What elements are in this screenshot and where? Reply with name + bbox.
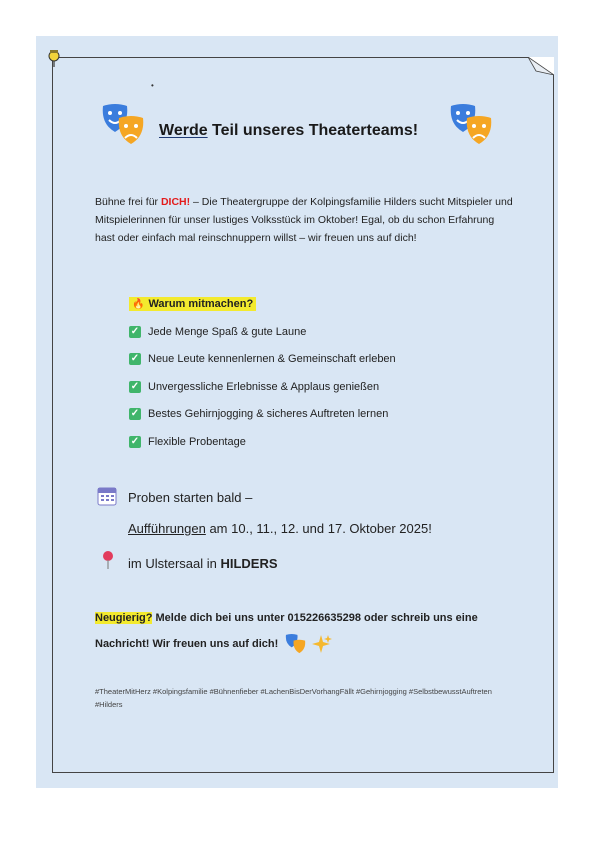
performance-dates: Aufführungen am 10., 11., 12. und 17. Oktober 2025! — [128, 521, 432, 536]
page-title: Werde Teil unseres Theaterteams! — [159, 122, 419, 139]
list-item: ✓ Flexible Probentage — [130, 435, 246, 448]
check-icon: ✓ — [130, 353, 140, 365]
check-icon: ✓ — [130, 435, 140, 447]
list-item: ✓ Unvergessliche Erlebnisse & Applaus genießen — [130, 380, 380, 393]
theater-masks-icon — [101, 102, 147, 148]
check-icon: ✓ — [130, 325, 140, 337]
list-item: ✓ Bestes Gehirnjogging & sicheres Auftreten lernen — [130, 408, 389, 421]
theater-masks-icon — [285, 633, 307, 655]
theater-masks-icon — [449, 102, 495, 148]
fire-icon: 🔥 — [132, 299, 145, 310]
rehearsal-text: Proben starten bald – — [128, 490, 253, 505]
stray-mark: • — [151, 81, 154, 90]
location-pin-icon — [101, 550, 115, 570]
list-heading-row — [129, 294, 396, 318]
check-icon: ✓ — [130, 380, 140, 392]
pushpin-icon — [45, 48, 63, 68]
benefits-list — [129, 294, 396, 456]
header — [101, 98, 501, 148]
page-curl-icon — [528, 57, 554, 75]
hashtags: #TheaterMitHerz #Kolpingsfamilie #Bühnenfieber #LachenBisDerVorhangFällt #Gehirnjogging #SelbstbewusstAuftreten #Hilders — [95, 687, 492, 709]
intro-paragraph: Bühne frei für DICH! – Die Theatergruppe der Kolpingsfamilie Hilders sucht Mitspieler und Mitspielerinnen für unser lustiges Volksstück im Oktober! Egal, ob du schon Erfahrung hast oder einfach mal reinschnuppern willst – wir freuen uns auf dich! — [95, 196, 513, 244]
calendar-icon — [97, 486, 117, 506]
sparkles-icon — [312, 634, 332, 654]
location-text: im Ulstersaal in HILDERS — [128, 556, 278, 571]
list-item: ✓ Neue Leute kennenlernen & Gemeinschaft erleben — [130, 353, 396, 366]
list-item: ✓ Jede Menge Spaß & gute Laune — [130, 325, 307, 338]
call-to-action: Neugierig? Melde dich bei uns unter 015226635298 oder schreib uns eine Nachricht! Wir freuen uns auf dich! — [95, 605, 535, 657]
flyer-sheet — [52, 57, 554, 773]
list-heading: 🔥 Warum mitmachen? — [129, 297, 256, 311]
check-icon: ✓ — [130, 408, 140, 420]
